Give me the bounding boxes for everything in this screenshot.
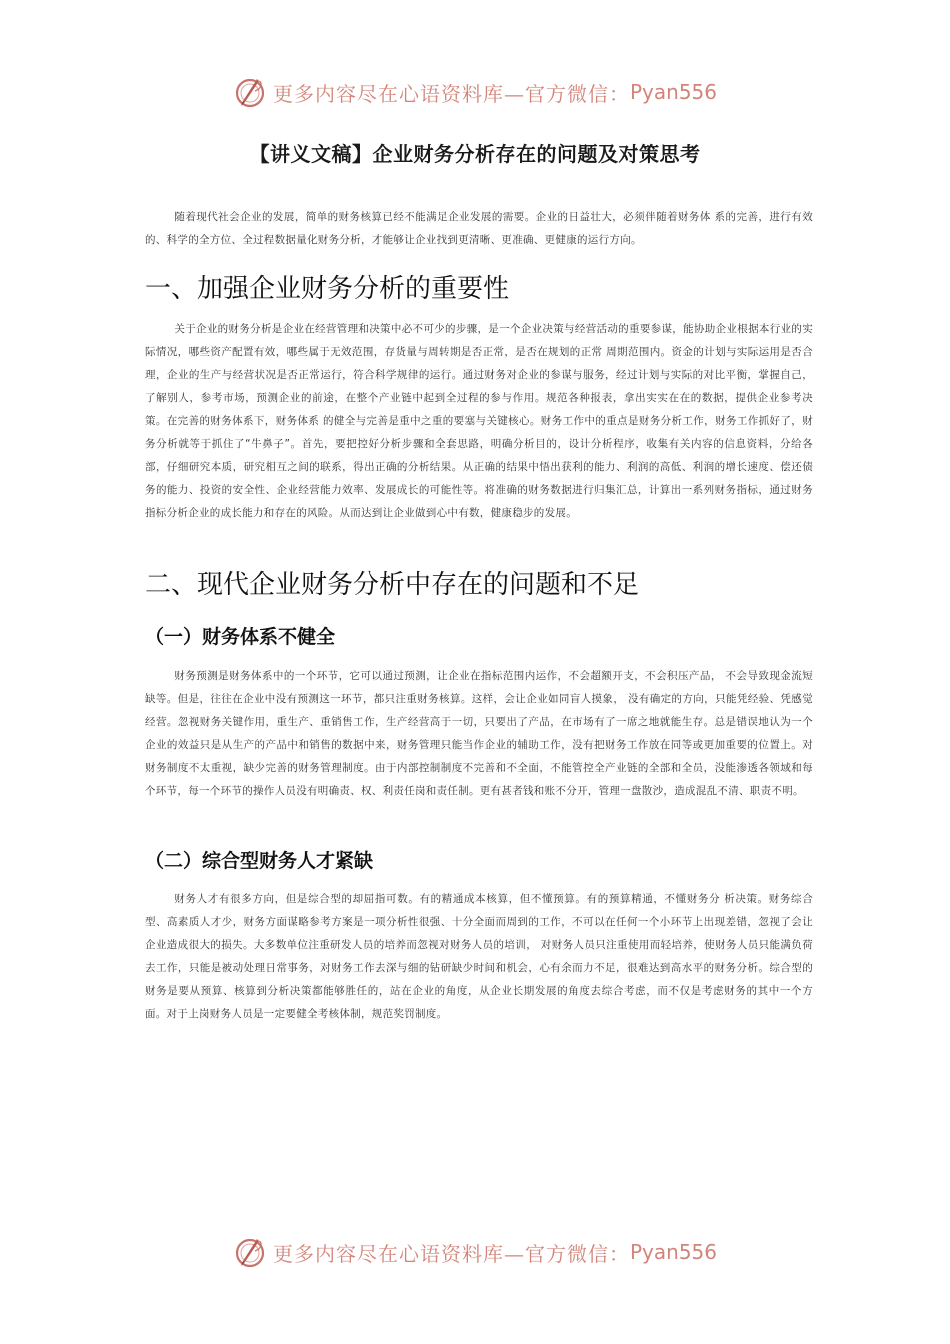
banner-wechat-id: Pyan556: [629, 80, 717, 104]
section2-heading: 二、现代企业财务分析中存在的问题和不足: [145, 570, 640, 600]
subsection2-heading: （二）综合型财务人才紧缺: [145, 850, 374, 872]
intro-block: [145, 206, 813, 252]
subsection2-heading-block: [145, 846, 813, 873]
section1-paragraph: 关于企业的财务分析是企业在经营管理和决策中必不可少的步骤，是一个企业决策与经营活动的重要参谋，能协助企业根据本行业的实际情况，哪些资产配置有效，哪些属于无效范围，存货量与周转期是否正常，是否在规划的正常 周期范围内。资金的计划与实际运用是否合理，企业的生产与经营状况是否正常运行，符合科学规律的运行。通过财务对企业的参谋与服务，经过计划与实际的对比平衡，掌握自己，了解别人，参考市场，预测企业的前途，在整个产业链中起到全过程的参与作用。规范各种报表，拿出实实在在的数据，提供企业参考决策。在完善的财务体系下，财务体系 的健全与完善是重中之重的要塞与关键核心。财务工作中的重点是财务分析工作，财务工作抓好了，财务分析就等于抓住了“牛鼻子”。首先，要把控好分析步骤和全套思路，明确分析目的，设计分析程序，收集有关内容的信息资料，分给各部，仔细研究本质，研究相互之间的联系，得出正确的分析结果。从正确的结果中悟出获利的能力、利润的高低、利润的增长速度、偿还债务的能力、投资的安全性、企业经营能力效率、发展成长的可能性等。将准确的财务数据进行归集汇总，计算出一系列财务指标，通过财务指标分析企业的成长能力和存在的风险。从而达到让企业做到心中有数，健康稳步的发展。: [145, 323, 813, 519]
section1-heading: 一、加强企业财务分析的重要性: [145, 274, 510, 304]
section2-heading-block: [145, 564, 813, 601]
subsection2-body-block: [145, 888, 813, 1026]
bottom-banner: [0, 1230, 950, 1274]
subsection2-paragraph: 财务人才有很多方向，但是综合型的却屈指可数。有的精通成本核算，但不懂预算。有的预算精通，不懂财务分 析决策。财务综合型、高素质人才少，财务方面谋略参考方案是一项分析性很强、十分全面而周到的工作，不可以在任何一个小环节上出现差错，忽视了会让企业造成很大的损失。大多数单位注重研发人员的培养而忽视对财务人员的培训， 对财务人员只注重使用而轻培养，使财务人员只能满负荷去工作，只能是被动处理日常事务，对财务工作去深与细的钻研缺少时间和机会，心有余而力不足，很难达到高水平的财务分析。综合型的财务是要从预算、核算到分析决策都能够胜任的，站在企业的角度，从企业长期发展的角度去综合考虑，而不仅是考虑财务的其中一个方面。对于上岗财务人员是一定要健全考核体制，规范奖罚制度。: [145, 893, 813, 1020]
quill-stamp-icon: [233, 75, 267, 109]
banner-wechat-id: Pyan556: [629, 1240, 717, 1264]
subsection1-heading: （一）财务体系不健全: [145, 626, 336, 648]
banner-text: 更多内容尽在心语资料库—官方微信：: [272, 81, 630, 106]
subsection1-paragraph: 财务预测是财务体系中的一个环节，它可以通过预测，让企业在指标范围内运作，不会超额开支，不会积压产品， 不会导致现金流短缺等。但是，往往在企业中没有预测这一环节，都只注重财务核算。这样，会让企业如同盲人摸象， 没有确定的方向，只能凭经验、凭感觉经营。忽视财务关键作用，重生产、重销售工作，生产经营高于一切，只要出了产品，在市场有了一席之地就能生存。总是错误地认为一个企业的效益只是从生产的产品中和销售的数据中来，财务管理只能当作企业的辅助工作，没有把财务工作放在同等或更加重要的位置上。对财务制度不太重视，缺少完善的财务管理制度。由于内部控制制度不完善和不全面，不能管控全产业链的全部和全员，没能渗透各领域和每个环节，每一个环节的操作人员没有明确责、权、利责任岗和责任制。更有甚者钱和账不分开，管理一盘散沙，造成混乱不清、职责不明。: [145, 670, 813, 797]
section1-heading-block: [145, 268, 813, 305]
banner-text: 更多内容尽在心语资料库—官方微信：: [272, 1241, 630, 1266]
subsection1-heading-block: [145, 622, 813, 649]
section1-body-block: [145, 318, 813, 525]
intro-paragraph: 随着现代社会企业的发展，简单的财务核算已经不能满足企业发展的需要。企业的日益壮大，必须伴随着财务体 系的完善，进行有效的、科学的全方位、全过程数据量化财务分析，才能够让企业找到更清晰、更准确、更健康的运行方向。: [145, 211, 813, 246]
subsection1-body-block: [145, 665, 813, 803]
top-banner: [0, 70, 950, 114]
quill-stamp-icon: [233, 1235, 267, 1269]
document-title: 【讲义文稿】企业财务分析存在的问题及对策思考: [249, 142, 701, 166]
